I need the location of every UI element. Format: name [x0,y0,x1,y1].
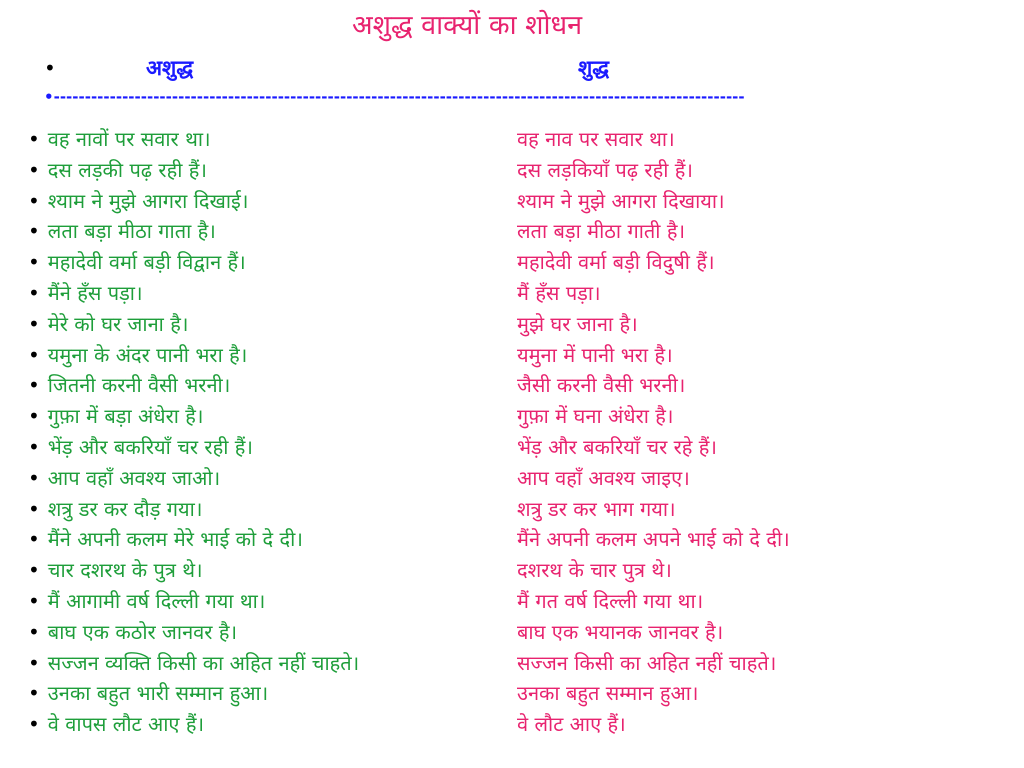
bullet-marker: • [28,712,40,737]
incorrect-sentence-item [28,309,498,340]
incorrect-sentence-item [28,247,498,278]
incorrect-sentence-item [28,494,498,525]
incorrect-sentence-text: मैंने हँस पड़ा। [47,280,143,305]
correct-sentence-item: आप वहाँ अवश्य जाइए। [517,465,690,490]
incorrect-sentence-item [28,678,498,709]
correct-sentence-item: मैं हँस पड़ा। [517,280,601,305]
bullet-marker: • [28,373,40,398]
bullet-marker: • [28,157,40,182]
incorrect-sentence-item [28,155,498,186]
bullet-marker: • [28,250,40,275]
incorrect-sentence-text: चार दशरथ के पुत्र थे। [47,558,203,583]
incorrect-sentence-item [28,709,498,740]
incorrect-sentence-item [28,340,498,371]
bullet-marker: • [28,342,40,367]
incorrect-sentence-list [28,124,498,740]
incorrect-sentence-item [28,524,498,555]
incorrect-sentence-item [28,432,498,463]
incorrect-sentence-text: मेरे को घर जाना है। [47,311,189,336]
correct-sentence-item: मैं गत वर्ष दिल्ली गया था। [517,588,704,613]
bullet-marker: • [28,681,40,706]
correct-sentence-item: भेंड़ और बकरियाँ चर रहे हैं। [517,434,717,459]
bullet-marker: • [28,127,40,151]
header-separator: •--------------------------------------------------------------------------------------------------------------- [44,88,745,106]
correct-sentence-item: दस लड़कियाँ पढ़ रही हैं। [517,157,693,182]
incorrect-sentence-item [28,586,498,617]
incorrect-sentence-item [28,186,498,217]
correct-sentence-item: बाघ एक भयानक जानवर है। [517,619,724,644]
incorrect-sentence-item [28,370,498,401]
correct-sentence-item: मैंने अपनी कलम अपने भाई को दे दी। [517,527,790,552]
incorrect-sentence-text: श्याम ने मुझे आगरा दिखाई। [47,188,249,213]
incorrect-sentence-item [28,278,498,309]
bullet-marker: • [28,434,40,459]
incorrect-sentence-text: गुफ़ा में बड़ा अंधेरा है। [47,404,204,429]
incorrect-sentence-text: मैंने अपनी कलम मेरे भाई को दे दी। [47,527,303,552]
bullet-marker: • [28,311,40,336]
bullet-marker: • [28,404,40,429]
bullet-marker: • [28,619,40,644]
incorrect-sentence-text: वे वापस लौट आए हैं। [47,712,205,737]
incorrect-sentence-item [28,648,408,679]
bullet-marker: • [28,588,40,613]
incorrect-sentence-text: उनका बहुत भारी सम्मान हुआ। [47,681,269,706]
correct-sentence-item: जैसी करनी वैसी भरनी। [517,373,686,398]
bullet-marker: • [28,527,40,552]
correct-sentence-item: गुफ़ा में घना अंधेरा है। [517,404,674,429]
correct-sentence-item: सज्जन किसी का अहित नहीं चाहते। [517,650,777,675]
column-header-row [0,52,1024,88]
incorrect-column-header: अशुद्ध [146,56,194,80]
correct-sentence-item: वह नाव पर सवार था। [517,127,675,151]
bullet-marker: • [28,496,40,521]
correct-sentence-item: महादेवी वर्मा बड़ी विदुषी हैं। [517,250,715,275]
correct-sentence-list [517,124,1007,740]
incorrect-sentence-text: यमुना के अंदर पानी भरा है। [47,342,248,367]
correct-column-header: शुद्ध [578,56,610,80]
incorrect-sentence-text: जितनी करनी वैसी भरनी। [47,373,231,398]
correct-sentence-item: यमुना में पानी भरा है। [517,342,673,367]
bullet-marker: • [28,280,40,305]
incorrect-sentence-item [28,463,498,494]
correct-sentence-item: मुझे घर जाना है। [517,311,638,336]
incorrect-sentence-item [28,216,498,247]
incorrect-sentence-text: दस लड़की पढ़ रही हैं। [47,157,207,182]
bullet-marker: • [28,558,40,583]
incorrect-sentence-text: लता बड़ा मीठा गाता है। [47,219,216,244]
bullet-marker: • [28,465,40,490]
incorrect-sentence-text: सज्जन व्यक्ति किसी का अहित नहीं चाहते। [47,650,360,675]
bullet-marker: • [28,219,40,244]
incorrect-sentence-item [28,555,498,586]
correct-sentence-item: लता बड़ा मीठा गाती है। [517,219,686,244]
correct-sentence-item: दशरथ के चार पुत्र थे। [517,558,672,583]
correct-sentence-item: वे लौट आए हैं। [517,712,626,737]
incorrect-sentence-item [28,124,498,155]
correct-sentence-item: उनका बहुत सम्मान हुआ। [517,681,699,706]
incorrect-sentence-text: बाघ एक कठोर जानवर है। [47,619,238,644]
incorrect-sentence-text: मैं आगामी वर्ष दिल्ली गया था। [47,588,266,613]
incorrect-sentence-item [28,401,498,432]
bullet-marker: • [28,650,40,675]
incorrect-sentence-text: भेंड़ और बकरियाँ चर रही हैं। [47,434,253,459]
header-bullet: • [44,56,56,80]
incorrect-sentence-text: महादेवी वर्मा बड़ी विद्वान हैं। [47,250,246,275]
correct-sentence-item: श्याम ने मुझे आगरा दिखाया। [517,188,725,213]
incorrect-sentence-text: आप वहाँ अवश्य जाओ। [47,465,221,490]
incorrect-sentence-text: शत्रु डर कर दौड़ गया। [47,496,203,521]
incorrect-sentence-item [28,617,498,648]
incorrect-sentence-text: वह नावों पर सवार था। [47,127,211,151]
page-title: अशुद्ध वाक्यों का शोधन [352,10,583,41]
correct-sentence-item: शत्रु डर कर भाग गया। [517,496,676,521]
bullet-marker: • [28,188,40,213]
